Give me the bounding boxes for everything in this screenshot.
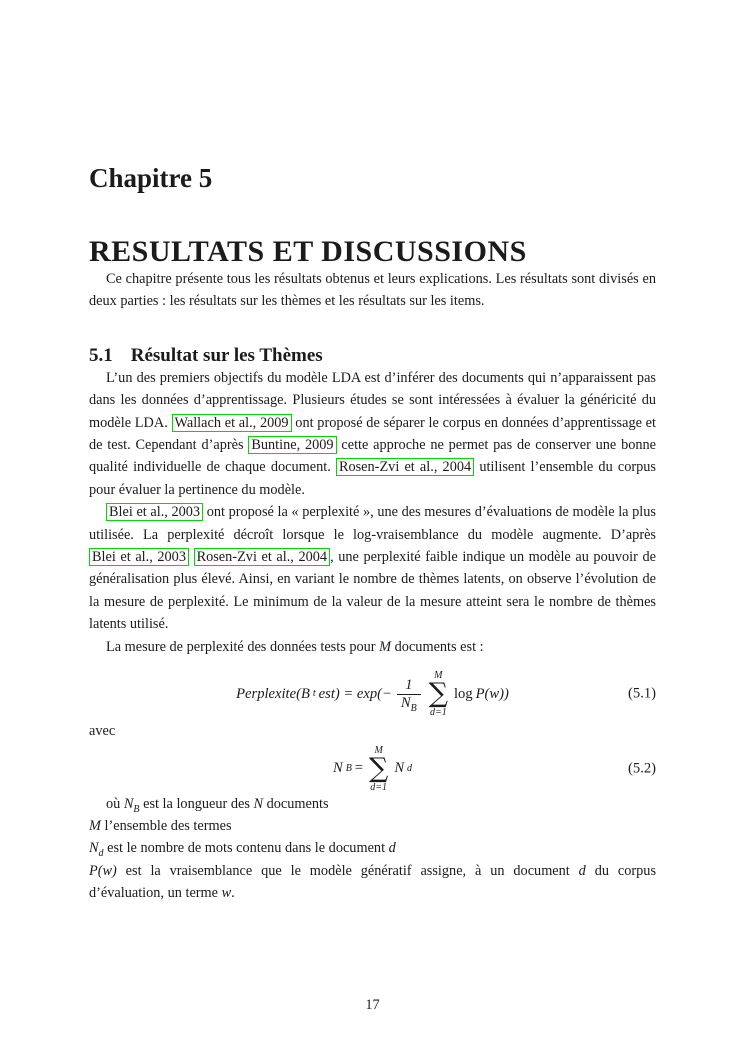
paragraph-perplexity xyxy=(89,501,656,635)
equation-5-2-math: N B = M ∑ d=1 N d xyxy=(332,744,413,793)
text-run: , une perplexité faible indique un modèle au pouvoir de généralisation plus élevé. Ainsi, en variant le nombre de thèmes latents, on observe l’évolution de la mesure de perplexité. Le minimum de la valeur de la mesure atteint sera le nombre de thèmes latents utilisé. xyxy=(89,549,656,633)
fraction-denominator xyxy=(397,694,421,712)
text-run: cette approche ne permet pas de conserver une bonne qualité individuelle de chaque document. xyxy=(89,437,657,476)
math-inline: d xyxy=(578,862,586,879)
math-inline: d xyxy=(388,840,396,857)
eq1-rhs: P(w)) xyxy=(475,685,509,702)
eq2-equals: = xyxy=(354,760,364,776)
definitions-block xyxy=(89,793,656,905)
page-content xyxy=(89,0,656,905)
equation-number: (5.2) xyxy=(628,760,656,776)
text-run: est le nombre de mots contenu dans le document xyxy=(103,840,389,857)
page-number: 17 xyxy=(365,997,380,1013)
summation-upper-limit: M xyxy=(374,744,383,756)
summation-lower-limit: d=1 xyxy=(370,781,388,793)
definition-line-pw xyxy=(89,860,656,905)
text-run xyxy=(189,549,194,565)
citation-link[interactable]: Rosen-Zvi et al., 2004 xyxy=(336,458,474,476)
eq1-lhs-rest: est) = exp(− xyxy=(318,685,392,702)
summation-upper-limit: M xyxy=(434,670,443,682)
text-run: est la longueur des xyxy=(139,795,254,812)
eq2-rhs: N xyxy=(394,760,405,776)
eq1-log: log xyxy=(453,685,473,702)
sigma-icon: ∑ xyxy=(369,752,389,784)
sigma-icon: ∑ xyxy=(428,678,448,710)
paragraph-lda-genericity xyxy=(89,367,656,501)
definition-line-nb xyxy=(89,793,656,815)
math-inline: M xyxy=(89,817,101,834)
text-run: documents xyxy=(263,795,329,812)
chapter-label: Chapitre 5 xyxy=(89,163,213,193)
math-inline: w xyxy=(221,885,232,902)
fraction-numerator: 1 xyxy=(405,676,413,693)
math-subscript: d xyxy=(98,848,104,860)
definition-line-m xyxy=(89,815,656,837)
summation-lower-limit: d=1 xyxy=(429,707,447,719)
text-run: L’un des premiers objectifs du modèle LDA est d’inférer des documents qui n’apparaissent pas dans les données d’apprentissage. Plusieurs études se sont intéressées à évaluer la généricité du modèle LDA. xyxy=(89,369,656,431)
citation-link[interactable]: Buntine, 2009 xyxy=(248,436,336,454)
intro-paragraph xyxy=(89,268,656,313)
text-run: l’ensemble des termes xyxy=(100,817,232,834)
summation-operator xyxy=(429,670,448,718)
eq2-lhs: N xyxy=(332,760,343,776)
equation-number: (5.1) xyxy=(628,685,656,702)
summation-operator xyxy=(369,745,388,793)
avec-label: avec xyxy=(89,723,116,740)
section-number: 5.1 xyxy=(89,344,113,366)
fraction-denominator-subscript: B xyxy=(410,702,417,714)
definition-line-nd xyxy=(89,837,656,859)
text-run: Ce chapitre présente tous les résultats obtenus et leurs explications. Les résultats sont divisés en deux parties : les résultats sur les thèmes et les résultats sur les items. xyxy=(89,271,656,310)
chapter-title: RESULTATS ET DISCUSSIONS xyxy=(89,235,527,268)
text-run: où xyxy=(106,795,124,812)
math-inline: M xyxy=(379,638,392,655)
citation-link[interactable]: Blei et al., 2003 xyxy=(106,503,203,521)
fraction xyxy=(397,677,421,712)
eq1-lhs: Perplexite(B xyxy=(236,685,310,702)
equation-5-1-math: Perplexite(B t est) = exp(− $\frac{1}{N_B}$ M ∑ d=1 log P(w)) xyxy=(236,670,509,719)
text-run: ont proposé de séparer le corpus en données d’apprentissage et de test. Cependant d’après xyxy=(89,414,657,454)
text-run: La mesure de perplexité des données tests pour xyxy=(106,638,380,655)
text-run: est la vraisemblance que le modèle génératif assigne, à un document xyxy=(116,862,579,879)
equation-5-1 xyxy=(89,668,656,720)
math-inline: N xyxy=(253,795,264,812)
citation-link[interactable]: Blei et al., 2003 xyxy=(89,548,189,566)
math-inline: P(w) xyxy=(89,862,117,879)
paragraph-measure-intro xyxy=(89,636,656,658)
text-run: ont proposé la « perplexité », une des mesures d’évaluations de modèle la plus utilisée. La perplexité décroît lorsque le log-vraisemblance du modèle augmente. D’après xyxy=(89,504,656,543)
section-heading xyxy=(89,345,656,367)
math-inline: N xyxy=(89,840,99,857)
math-inline: N xyxy=(123,795,134,812)
text-run: documents est : xyxy=(391,638,484,655)
text-run: du corpus d’évaluation, un terme xyxy=(89,862,657,902)
equation-5-2 xyxy=(89,745,656,793)
section-title: Résultat sur les Thèmes xyxy=(130,344,323,366)
fraction-denominator-base: N xyxy=(400,694,411,711)
citation-link[interactable]: Rosen-Zvi et al., 2004 xyxy=(194,548,331,566)
text-run: utilisent l’ensemble du corpus pour évaluer la pertinence du modèle. xyxy=(89,459,656,498)
citation-link[interactable]: Wallach et al., 2009 xyxy=(172,414,292,432)
math-subscript: B xyxy=(133,803,140,815)
text-run: . xyxy=(231,885,235,902)
